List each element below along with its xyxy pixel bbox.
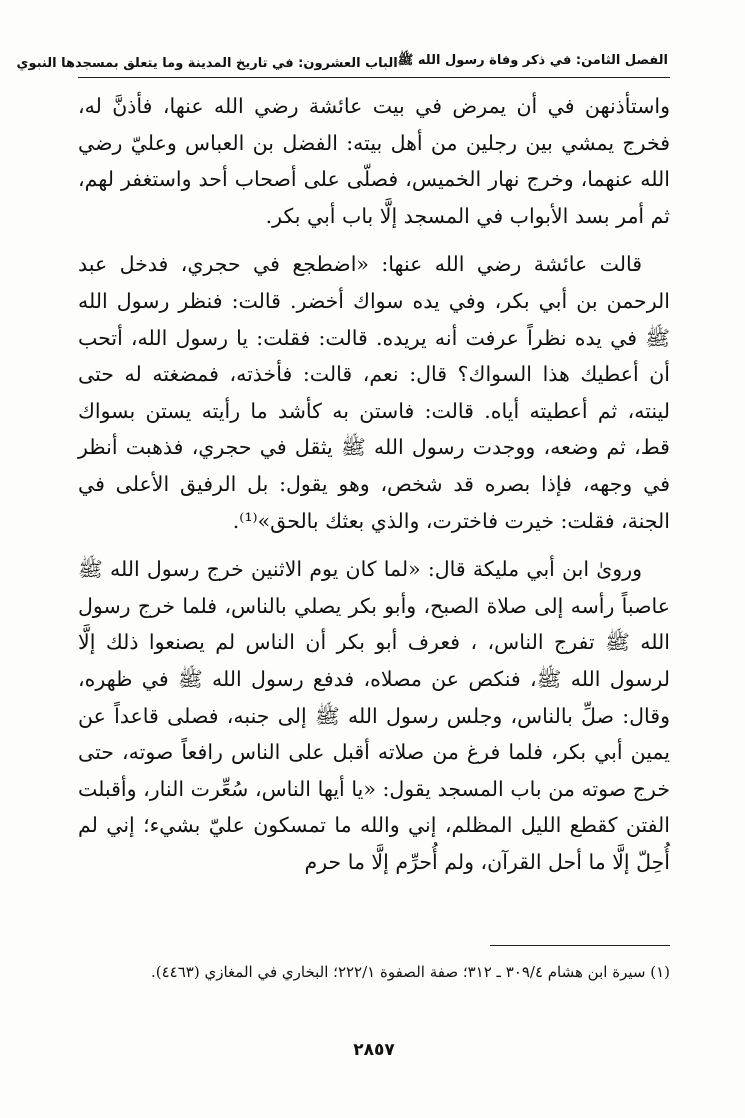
paragraph-3: ورویٰ ابن أبي مليكة قال: «لما كان يوم الاثنين خرج رسول الله ﷺ عاصباً رأسه إلى صلاة الصبح، وأبو بكر يصلي بالناس، فلما خرج رسول الله ﷺ تفرج الناس، ، فعرف أبو بكر أن الناس لم يصنعوا ذلك إلَّا لرسول الله ﷺ، فنكص عن مصلاه، فدفع رسول الله ﷺ في ظهره، وقال: صلِّ بالناس، وجلس رسول الله ﷺ إلى جنبه، فصلى قاعداً عن يمين أبي بكر، فلما فرغ من صلاته أقبل على الناس رافعاً صوته، حتى خرج صوته من باب المسجد يقول: «يا أيها الناس، سُعِّرت النار، وأقبلت الفتن كقطع الليل المظلم، إني والله ما تمسكون عليّ بشيء؛ إني لم أُحِلّ إلَّا ما أحل القرآن، ولم أُحرِّم إلَّا ما حرم xyxy=(78,557,670,874)
paragraph-2: قالت عائشة رضي الله عنها: «اضطجع في حجري، فدخل عبد الرحمن بن أبي بكر، وفي يده سواك أخضر. قالت: فنظر رسول الله ﷺ في يده نظراً عرفت أنه يريده. قالت: فقلت: يا رسول الله، أتحب أن أعطيك هذا السواك؟ قال: نعم، قالت: فأخذته، فمضغته له حتى لينته، ثم أعطيته أياه. قالت: فاستن به كأشد ما رأيته يستن بسواك قط، ثم وضعه، ووجدت رسول الله ﷺ يثقل في حجري، فذهبت أنظر في وجهه، فإذا بصره قد شخص، وهو يقول: بل الرفيق الأعلى في الجنة، فقلت: خيرت فاخترت، والذي بعثك بالحق»⁽¹⁾. xyxy=(78,252,670,533)
section-title: الباب العشرون: في تاريخ المدينة وما يتعلق بمسجدها النبوي xyxy=(16,56,398,71)
footnotes xyxy=(78,954,670,991)
page-number: ٢٨٥٧ xyxy=(353,1040,395,1060)
paragraph-1: واستأذنهن في أن يمرض في بيت عائشة رضي الله عنها، فأذنَّ له، فخرج يمشي بين رجلين من أهل بيته: الفضل بن العباس وعليّ رضي الله عنهما، وخرج نهار الخميس، فصلّى على أصحاب أحد واستغفر لهم، ثم أمر بسد الأبواب في المسجد إلَّا باب أبي بكر. xyxy=(78,94,670,228)
footnote-divider xyxy=(490,945,670,946)
running-header xyxy=(16,40,670,78)
main-text xyxy=(78,88,670,880)
chapter-title: الفصل الثامن: في ذكر وفاة رسول الله ﷺ xyxy=(397,53,668,68)
footnote-1: (١) سيرة ابن هشام ٣٠٩/٤ ـ ٣١٢؛ صفة الصفوة ٢٢٢/١؛ البخاري في المغازي (٤٤٦٣). xyxy=(151,963,670,981)
book-page xyxy=(16,40,670,1100)
